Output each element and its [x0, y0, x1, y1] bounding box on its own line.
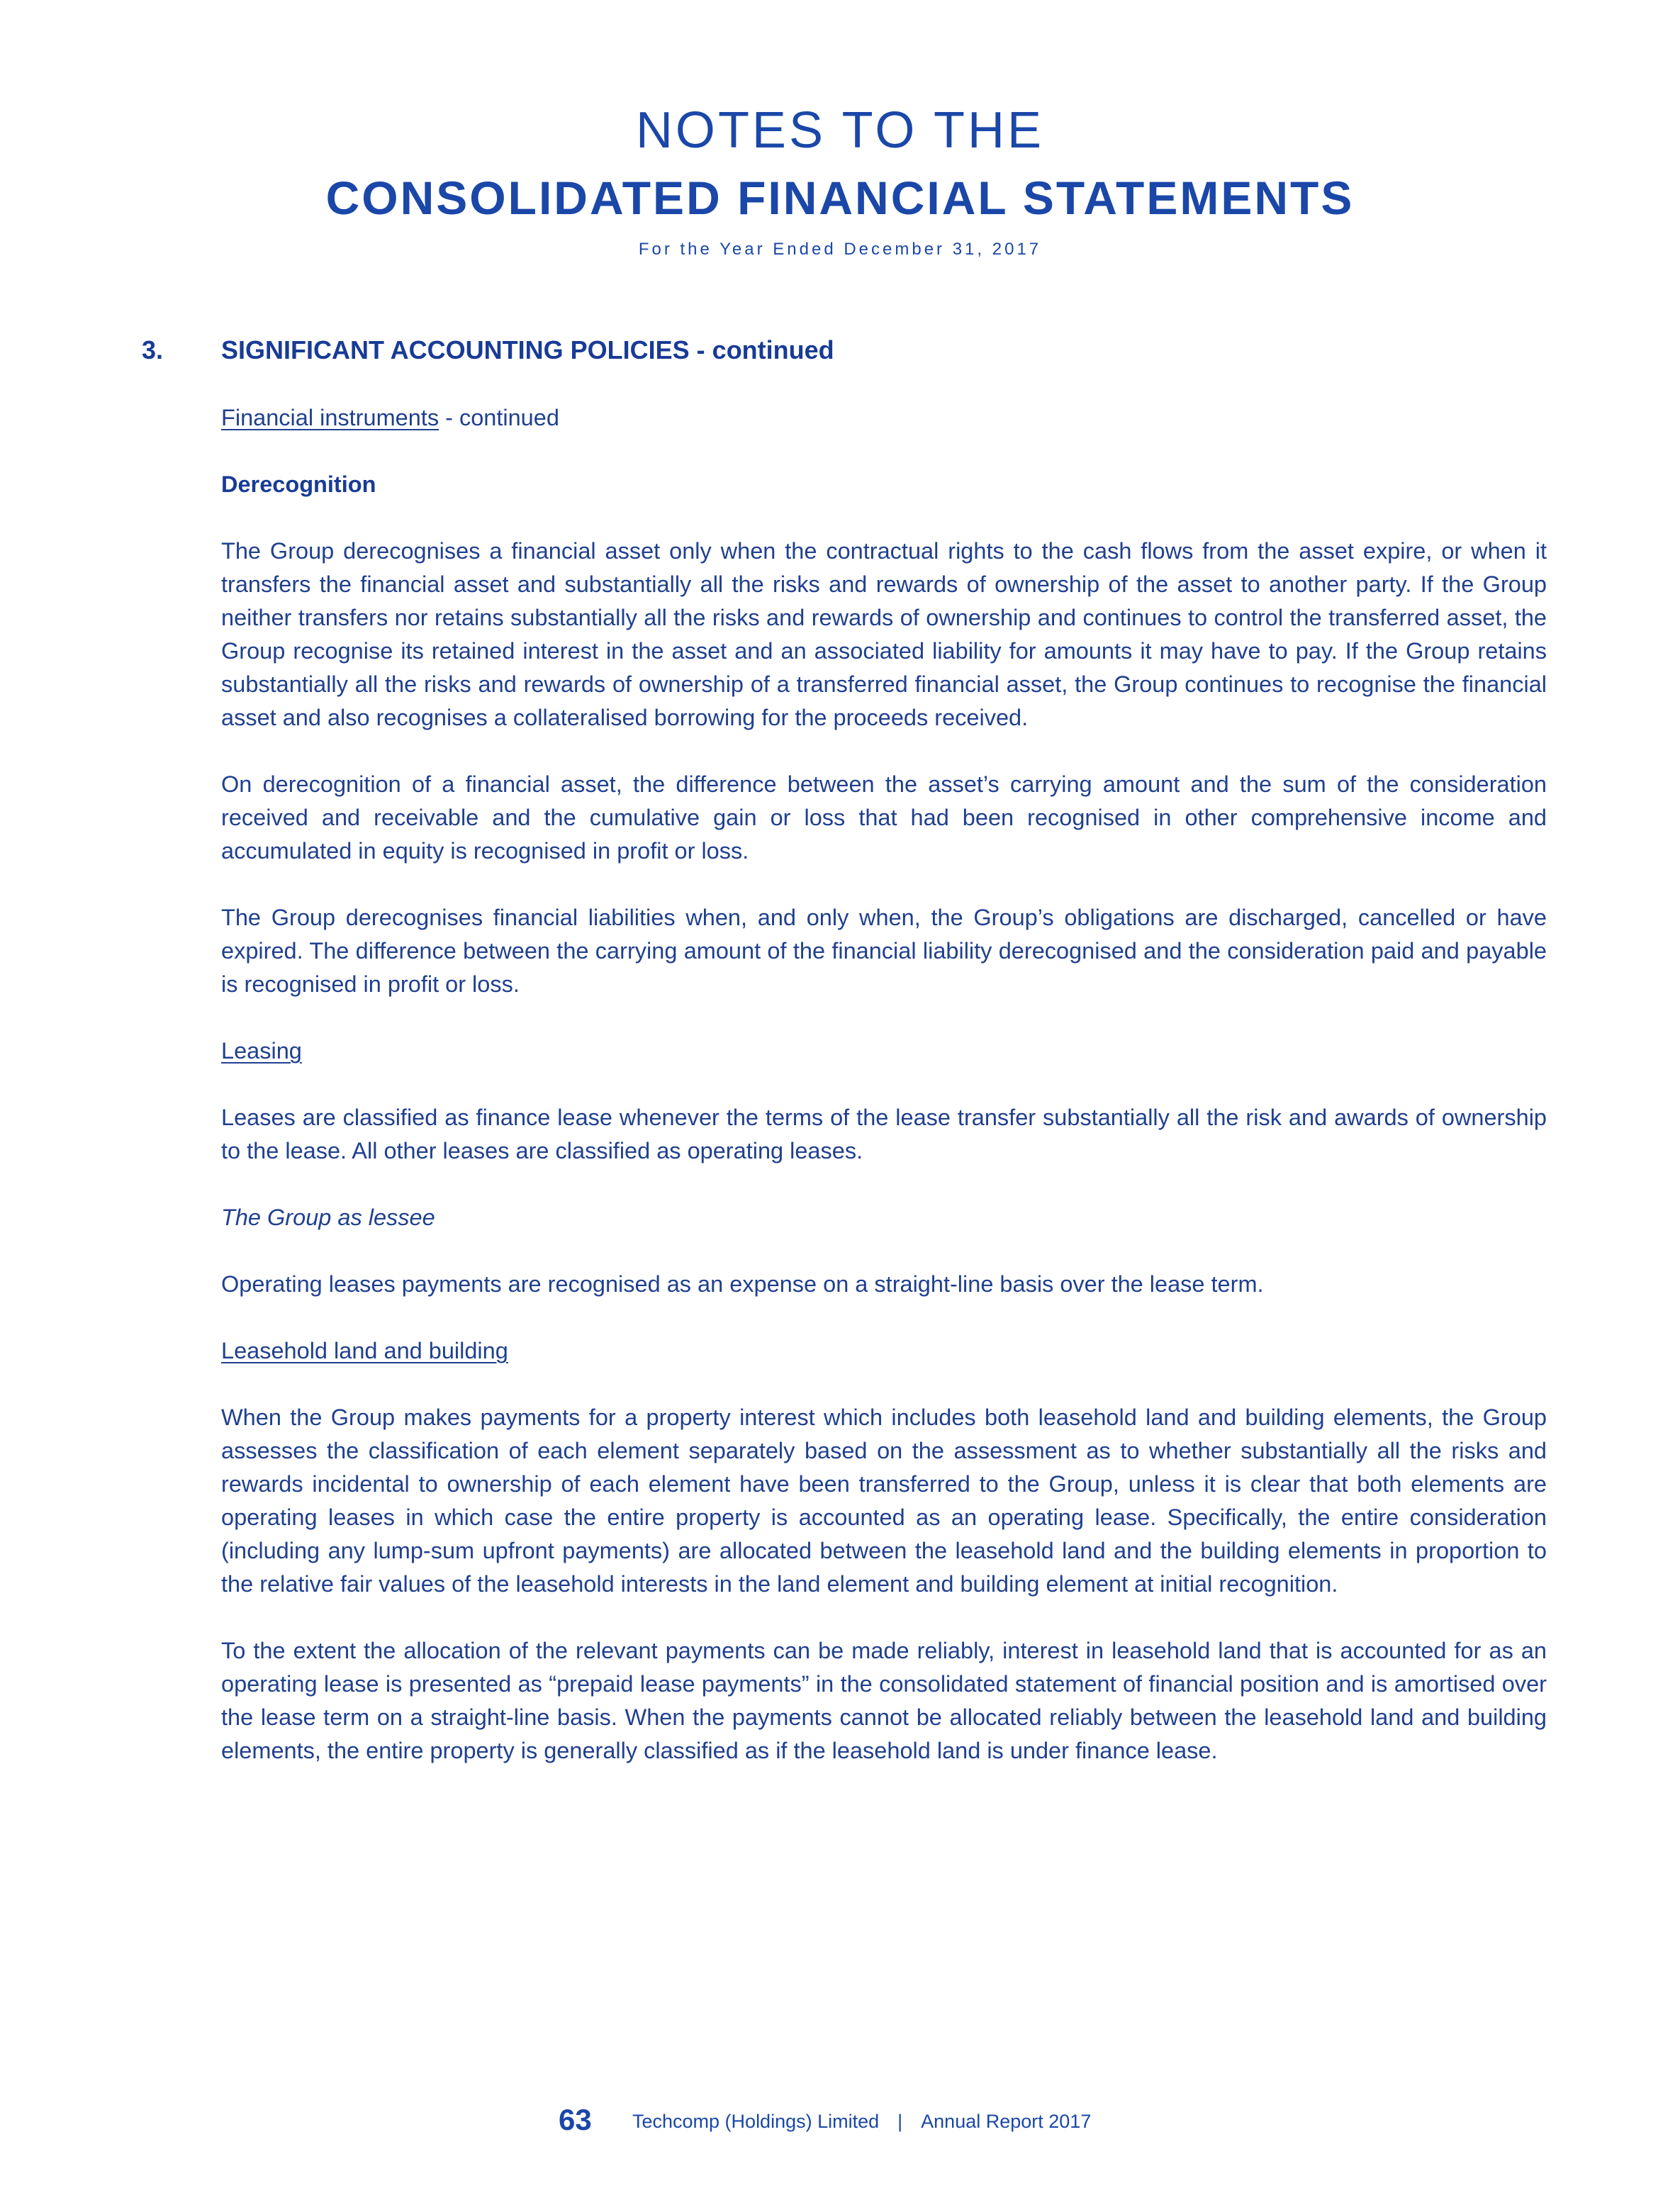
derecognition-heading: Derecognition — [221, 471, 376, 497]
footer-text — [632, 2102, 1091, 2141]
derecognition-paragraph-2: On derecognition of a financial asset, the difference between the asset’s carrying amount and the sum of the consideration received and receivable and the cumulative gain or loss that had been recognised in other comprehensive income and accumulated in equity is recognised in profit or loss. — [221, 771, 1547, 864]
derecognition-paragraph-3: The Group derecognises financial liabilities when, and only when, the Group’s obligations are discharged, cancelled or have expired. The difference between the carrying amount of the financial liability derecognised and the consideration paid and payable is recognised in profit or loss. — [221, 905, 1547, 997]
financial-instruments-label: Financial instruments — [221, 405, 439, 430]
section-title: SIGNIFICANT ACCOUNTING POLICIES - continued — [221, 335, 834, 364]
leasing-heading: Leasing — [221, 1038, 302, 1064]
leasing-heading-wrap — [221, 1034, 1547, 1068]
subsection-financial-instruments — [221, 401, 1547, 435]
page-title-line1: NOTES TO THE — [635, 102, 1045, 159]
page-title-line2: CONSOLIDATED FINANCIAL STATEMENTS — [325, 172, 1355, 224]
leasehold-heading: Leasehold land and building — [221, 1338, 508, 1363]
derecognition-paragraph-1: The Group derecognises a financial asset only when the contractual rights to the cash flows from the asset expire, or when it transfers the financial asset and substantially all the risks and rewards of ownership of the asset to another party. If the Group neither transfers nor retains substantially all the risks and rewards of ownership and continues to control the transferred asset, the Group recognise its retained interest in the asset and an associated liability for amounts it may have to pay. If the Group retains substantially all the risks and rewards of ownership of a transferred financial asset, the Group continues to recognise the financial asset and also recognises a collateralised borrowing for the proceeds received. — [221, 538, 1547, 730]
footer-report: Annual Report 2017 — [921, 2111, 1092, 2132]
document-body — [221, 401, 1547, 1801]
page-number: 63 — [559, 2103, 592, 2136]
section-number: 3. — [142, 335, 164, 364]
leasing-paragraph: Leases are classified as finance lease whenever the terms of the lease transfer substantially all the risk and awards of ownership to the lease. All other leases are classified as operating leases. — [221, 1105, 1547, 1163]
page-footer — [0, 2099, 1680, 2141]
financial-instruments-suffix: - continued — [439, 405, 559, 430]
leasehold-paragraph-2: To the extent the allocation of the relevant payments can be made reliably, interest in leasehold land that is accounted for as an operating lease is presented as “prepaid lease payments” in the consolidated statement of financial position and is amortised over the lease term on a straight-line basis. When the payments cannot be allocated reliably between the leasehold land and building elements, the entire property is generally classified as if the leasehold land is under finance lease. — [221, 1638, 1547, 1763]
lessee-paragraph: Operating leases payments are recognised as an expense on a straight-line basis over the lease term. — [221, 1271, 1264, 1297]
leasehold-heading-wrap — [221, 1334, 1547, 1368]
footer-separator: | — [897, 2111, 903, 2132]
leasehold-paragraph-1: When the Group makes payments for a property interest which includes both leasehold land and building elements, the Group assesses the classification of each element separately based on the assessment as to whether substantially all the risks and rewards incidental to ownership of each element have been transferred to the Group, unless it is clear that both elements are operating leases in which case the entire property is accounted as an operating lease. Specifically, the entire consideration (including any lump-sum upfront payments) are allocated between the leasehold land and the building elements in proportion to the relative fair values of the leasehold interests in the land element and building element at initial recognition. — [221, 1405, 1547, 1597]
lessee-heading: The Group as lessee — [221, 1205, 435, 1230]
page-subtitle: For the Year Ended December 31, 2017 — [638, 240, 1042, 259]
footer-company: Techcomp (Holdings) Limited — [632, 2111, 880, 2132]
